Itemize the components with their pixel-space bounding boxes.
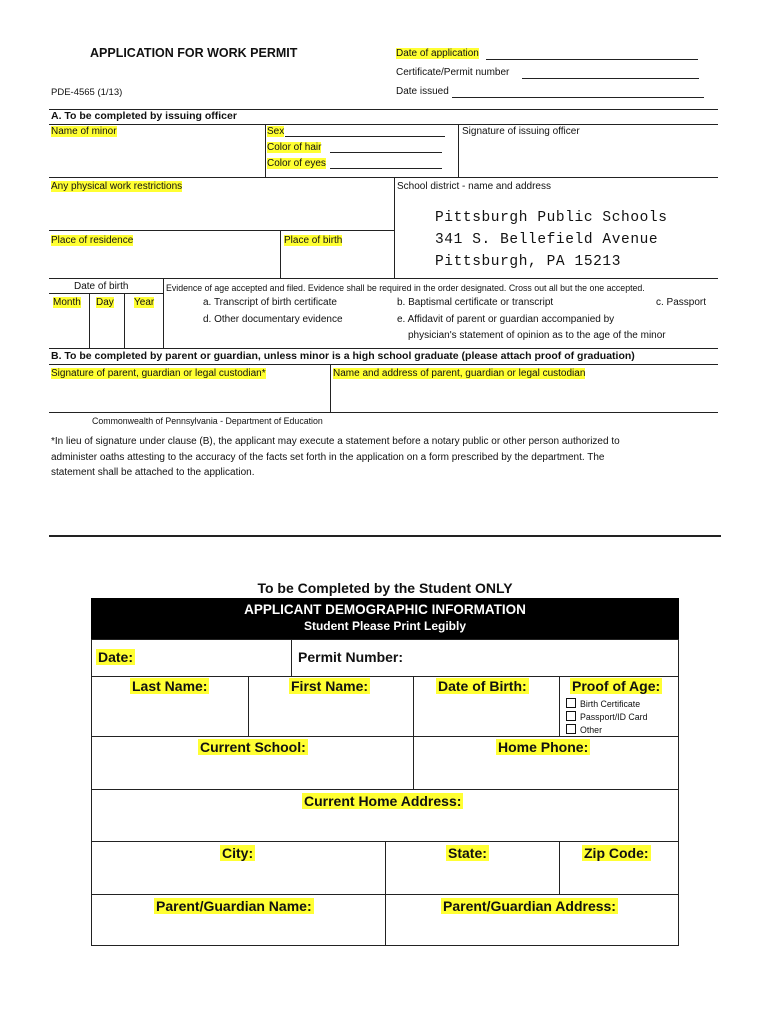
school-district-label: School district - name and address	[397, 181, 551, 192]
last-name-label: Last Name:	[132, 678, 208, 694]
hair-color-field[interactable]	[330, 152, 442, 153]
divider	[124, 293, 125, 348]
school-name: Pittsburgh Public Schools	[435, 210, 668, 226]
eye-color-field[interactable]	[330, 168, 442, 169]
divider	[394, 177, 395, 278]
guardian-address-field[interactable]	[386, 895, 678, 945]
guardian-name-label: Parent/Guardian Name:	[156, 898, 312, 914]
date-issued-field[interactable]	[452, 97, 704, 98]
proof-option-label: Other	[580, 725, 603, 735]
state-field[interactable]	[386, 842, 558, 893]
first-name-field[interactable]	[249, 677, 412, 735]
divider	[265, 124, 266, 177]
evidence-c[interactable]: c. Passport	[656, 297, 707, 308]
divider	[280, 230, 281, 278]
zip-label: Zip Code:	[584, 845, 649, 861]
hair-color-label: Color of hair	[267, 142, 322, 153]
divider	[330, 364, 331, 412]
form-title: APPLICATION FOR WORK PERMIT	[90, 46, 298, 60]
home-phone-field[interactable]	[414, 737, 678, 788]
proof-option-birth-certificate[interactable]	[566, 698, 640, 709]
eye-color-label: Color of eyes	[267, 158, 326, 169]
permit-number-label-student: Permit Number:	[298, 649, 404, 665]
divider	[49, 230, 394, 231]
proof-option-other[interactable]	[566, 724, 602, 735]
school-street: 341 S. Bellefield Avenue	[435, 232, 659, 248]
checkbox-icon[interactable]	[566, 724, 576, 734]
page-divider	[49, 535, 721, 537]
permit-number-field[interactable]	[522, 78, 699, 79]
home-address-field[interactable]	[92, 790, 678, 840]
divider	[458, 124, 459, 177]
current-school-field[interactable]	[92, 737, 412, 788]
home-phone-label: Home Phone:	[498, 739, 589, 755]
proof-of-age-cell	[560, 677, 678, 735]
footnote-line2: administer oaths attesting to the accuracy of the facts set forth in the application on a form prescribed by the department. The	[51, 452, 605, 463]
guardian-name-field[interactable]	[92, 895, 384, 945]
dob-label: Date of birth	[74, 281, 129, 292]
dob-day-label: Day	[96, 297, 114, 308]
proof-option-passport[interactable]	[566, 711, 647, 722]
evidence-e-line1[interactable]: e. Affidavit of parent or guardian accompanied by	[397, 314, 615, 325]
place-of-residence-label: Place of residence	[51, 235, 134, 246]
evidence-a[interactable]: a. Transcript of birth certificate	[203, 297, 337, 308]
section-a-heading-rule	[49, 124, 718, 125]
commonwealth-line: Commonwealth of Pennsylvania - Department of Education	[92, 416, 323, 426]
physical-restrictions-label: Any physical work restrictions	[51, 181, 183, 192]
school-city: Pittsburgh, PA 15213	[435, 254, 622, 270]
guardian-address-label: Parent/Guardian Address:	[443, 898, 616, 914]
checkbox-icon[interactable]	[566, 711, 576, 721]
city-field[interactable]	[92, 842, 384, 893]
name-of-minor-label: Name of minor	[51, 126, 117, 137]
sex-field[interactable]	[285, 136, 445, 137]
city-label: City:	[222, 845, 254, 861]
section-a-heading: A. To be completed by issuing officer	[51, 110, 237, 122]
student-heading: To be Completed by the Student ONLY	[257, 580, 513, 596]
divider	[49, 348, 718, 349]
evidence-d[interactable]: d. Other documentary evidence	[203, 314, 343, 325]
evidence-b[interactable]: b. Baptismal certificate or transcript	[397, 297, 554, 308]
banner-subtitle: Student Please Print Legibly	[303, 619, 467, 633]
date-of-application-label: Date of application	[396, 48, 479, 59]
banner-title: APPLICANT DEMOGRAPHIC INFORMATION	[244, 602, 526, 617]
permit-number-field-student[interactable]	[292, 640, 678, 675]
date-field[interactable]	[92, 640, 290, 675]
dob-month-label: Month	[53, 297, 81, 308]
dob-label-student: Date of Birth:	[438, 678, 527, 694]
demographic-banner	[91, 598, 679, 639]
state-label: State:	[448, 845, 487, 861]
footnote-line3: statement shall be attached to the application.	[51, 467, 255, 478]
divider	[49, 293, 163, 294]
zip-field[interactable]	[560, 842, 678, 893]
divider	[49, 364, 718, 365]
checkbox-icon[interactable]	[566, 698, 576, 708]
divider	[89, 293, 90, 348]
parent-name-address-label: Name and address of parent, guardian or legal custodian	[333, 368, 586, 379]
date-label: Date:	[98, 649, 134, 665]
divider	[49, 278, 718, 279]
divider	[163, 278, 164, 348]
current-school-label: Current School:	[200, 739, 306, 755]
proof-option-label: Birth Certificate	[580, 699, 641, 709]
date-of-application-field[interactable]	[486, 59, 698, 60]
first-name-label: First Name:	[291, 678, 369, 694]
home-address-label: Current Home Address:	[304, 793, 462, 809]
footnote-line1: *In lieu of signature under clause (B), the applicant may execute a statement before a notary public or other person authorized to	[51, 436, 620, 447]
place-of-birth-label: Place of birth	[284, 235, 343, 246]
evidence-e-line2: physician's statement of opinion as to the age of the minor	[408, 330, 666, 341]
parent-signature-label: Signature of parent, guardian or legal custodian*	[51, 368, 266, 379]
divider	[49, 412, 718, 413]
officer-signature-label: Signature of issuing officer	[462, 126, 580, 137]
evidence-intro: Evidence of age accepted and filed. Evidence shall be required in the order designated. Cross out all but the one accepted.	[166, 283, 645, 293]
dob-year-label: Year	[134, 297, 155, 308]
sex-label: Sex	[267, 126, 285, 137]
permit-number-label: Certificate/Permit number	[396, 67, 510, 78]
proof-of-age-label: Proof of Age:	[572, 678, 661, 694]
dob-field-student[interactable]	[414, 677, 558, 735]
proof-option-label: Passport/ID Card	[580, 712, 648, 722]
date-issued-label: Date issued	[396, 86, 449, 97]
divider	[49, 177, 718, 178]
form-number: PDE-4565 (1/13)	[51, 87, 123, 98]
last-name-field[interactable]	[92, 677, 247, 735]
section-b-heading: B. To be completed by parent or guardian, unless minor is a high school graduate (please attach proof of graduation)	[51, 350, 635, 362]
